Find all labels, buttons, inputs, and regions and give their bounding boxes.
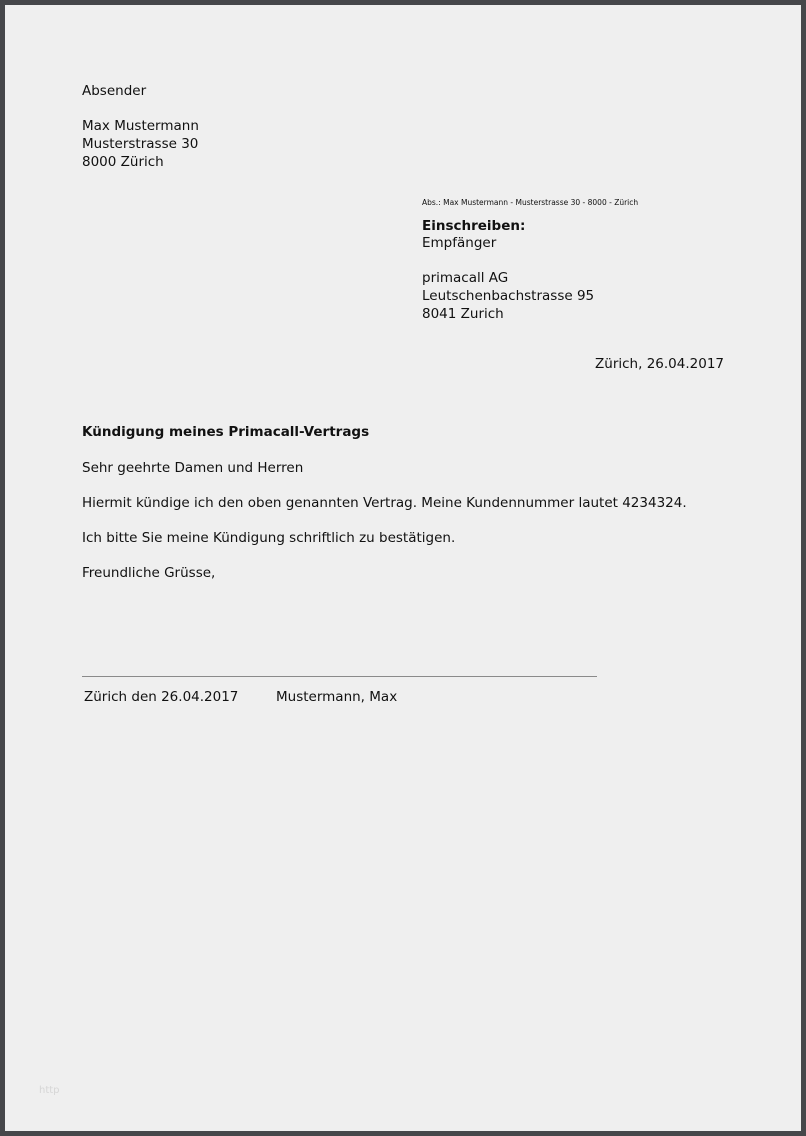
recipient-city: 8041 Zurich <box>422 306 504 322</box>
sender-street: Musterstrasse 30 <box>82 136 199 152</box>
signature-name: Mustermann, Max <box>276 689 398 705</box>
closing: Freundliche Grüsse, <box>82 565 216 581</box>
watermark: http <box>39 1085 60 1096</box>
body-paragraph: Ich bitte Sie meine Kündigung schriftlich zu bestätigen. <box>82 530 456 546</box>
subject-line: Kündigung meines Primacall-Vertrags <box>82 424 370 440</box>
registered-mail-label: Einschreiben: <box>422 218 526 234</box>
salutation: Sehr geehrte Damen und Herren <box>82 460 304 476</box>
sender-city: 8000 Zürich <box>82 154 164 170</box>
signature-place-date: Zürich den 26.04.2017 <box>84 689 239 705</box>
signature-line <box>82 676 597 677</box>
recipient-company: primacall AG <box>422 270 509 286</box>
place-date: Zürich, 26.04.2017 <box>595 356 724 372</box>
recipient-label: Empfänger <box>422 235 497 251</box>
return-address-line: Abs.: Max Mustermann - Musterstrasse 30 - 8000 - Zürich <box>422 198 639 207</box>
recipient-street: Leutschenbachstrasse 95 <box>422 288 595 304</box>
letter-page <box>5 5 801 1131</box>
sender-name: Max Mustermann <box>82 118 199 134</box>
sender-heading: Absender <box>82 83 147 99</box>
body-paragraph: Hiermit kündige ich den oben genannten Vertrag. Meine Kundennummer lautet 4234324. <box>82 495 687 511</box>
